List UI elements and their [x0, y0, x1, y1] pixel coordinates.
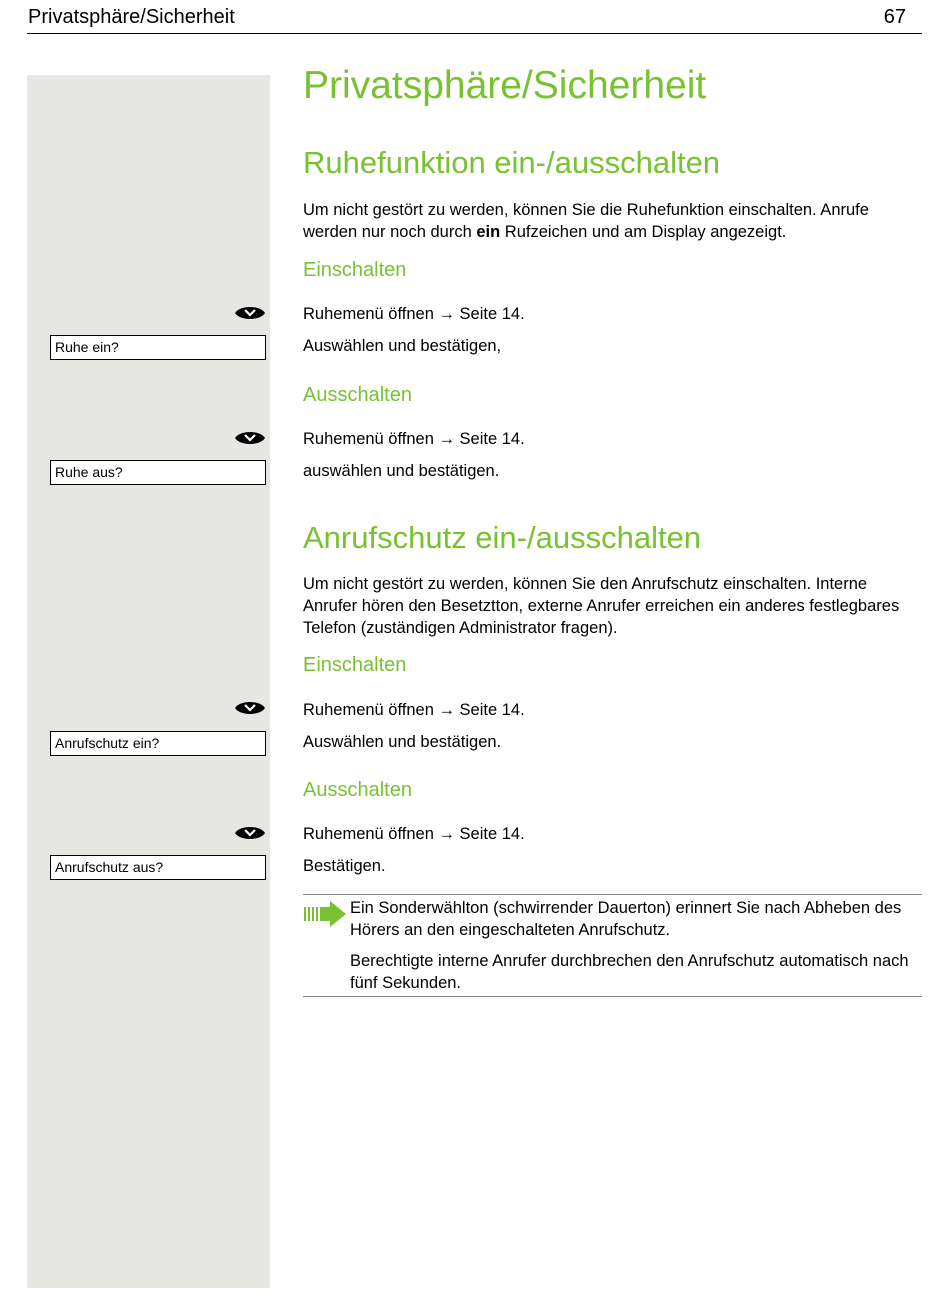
- note-text-2: Berechtigte interne Anrufer durchbrechen den Anrufschutz automatisch nach fünf Sekunden.: [350, 952, 909, 992]
- page-title: Privatsphäre/Sicherheit: [303, 64, 707, 107]
- subheading-ruhe-on: Einschalten: [303, 259, 407, 281]
- display-option-anrufschutz-aus: Anrufschutz aus?: [50, 855, 266, 880]
- display-option-ruhe-ein: Ruhe ein?: [50, 335, 266, 360]
- left-margin-column: [27, 75, 270, 1288]
- note-arrow-icon: [303, 900, 347, 928]
- note-top-divider: [303, 894, 922, 895]
- section-intro-ruhe: Um nicht gestört zu werden, können Sie die Ruhefunktion einschalten. Anrufe werden nur noch durch ein Rufzeichen und am Display angezeigt.: [303, 201, 869, 241]
- section-intro-anrufschutz: Um nicht gestört zu werden, können Sie den Anrufschutz einschalten. Interne Anrufer hören den Besetztton, externe Anrufer erreichen ein anderes festlegbares Telefon (zuständigen Administrator fragen).: [303, 575, 900, 637]
- navigation-key-icon: [234, 823, 266, 843]
- navigation-key-icon: [234, 428, 266, 448]
- navigation-key-icon: [234, 303, 266, 323]
- navigation-key-icon: [234, 698, 266, 718]
- step-open-menu: Ruhemenü öffnen → Seite 14.: [303, 430, 525, 448]
- page-number: 67: [883, 6, 906, 28]
- step-open-menu: Ruhemenü öffnen → Seite 14.: [303, 825, 525, 843]
- step-confirm: auswählen und bestätigen.: [303, 462, 500, 480]
- display-option-ruhe-aus: Ruhe aus?: [50, 460, 266, 485]
- subheading-anrufschutz-on: Einschalten: [303, 654, 407, 676]
- display-option-anrufschutz-ein: Anrufschutz ein?: [50, 731, 266, 756]
- step-open-menu: Ruhemenü öffnen → Seite 14.: [303, 305, 525, 323]
- header-divider: [27, 33, 922, 34]
- subheading-anrufschutz-off: Ausschalten: [303, 779, 412, 801]
- subheading-ruhe-off: Ausschalten: [303, 384, 412, 406]
- note-text-1: Ein Sonderwählton (schwirrender Dauerton) erinnert Sie nach Abheben des Hörers an den eingeschalteten Anrufschutz.: [350, 899, 902, 939]
- running-header-title: Privatsphäre/Sicherheit: [28, 6, 235, 28]
- section-heading-anrufschutz: Anrufschutz ein-/ausschalten: [303, 520, 702, 555]
- step-open-menu: Ruhemenü öffnen → Seite 14.: [303, 701, 525, 719]
- step-confirm: Auswählen und bestätigen,: [303, 337, 502, 355]
- note-bottom-divider: [303, 996, 922, 997]
- section-heading-ruhe: Ruhefunktion ein-/ausschalten: [303, 145, 721, 180]
- step-confirm: Bestätigen.: [303, 857, 386, 875]
- step-confirm: Auswählen und bestätigen.: [303, 733, 502, 751]
